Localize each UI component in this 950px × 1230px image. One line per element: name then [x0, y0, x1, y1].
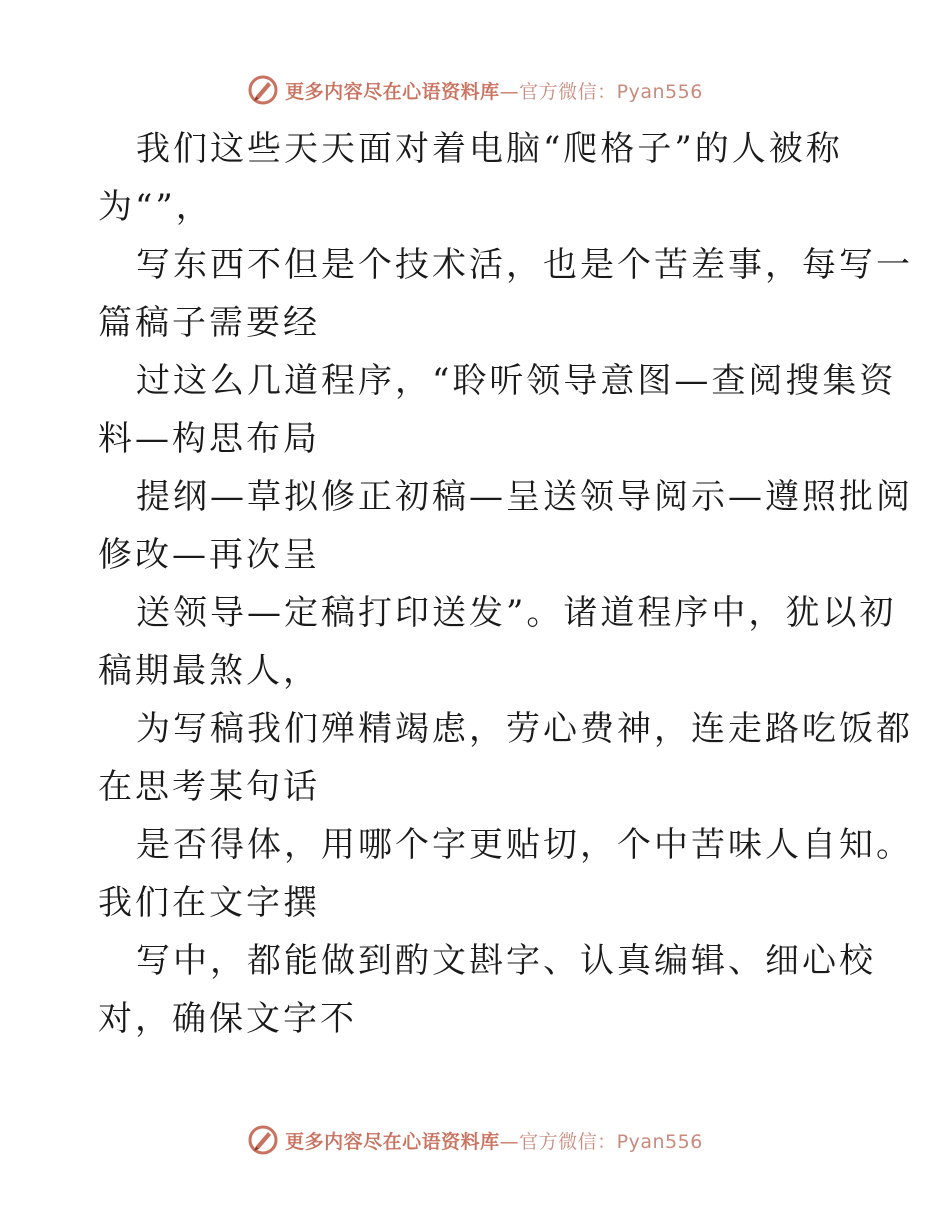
text-line: 稿期最煞人，	[98, 651, 320, 691]
pen-logo-icon	[247, 1124, 279, 1156]
text-line: 提纲—草拟修正初稿—呈送领导阅示—遵照批阅	[136, 477, 913, 517]
footer-banner	[0, 1120, 950, 1160]
text-line: 对，确保文字不	[98, 999, 357, 1039]
text-line: 我们在文字撰	[98, 883, 320, 923]
text-line: 在思考某句话	[98, 767, 320, 807]
text-line: 修改—再次呈	[98, 535, 320, 575]
header-dash: —	[499, 80, 520, 103]
header-brand: 更多内容尽在心语资料库	[285, 80, 500, 103]
text-line: 料—构思布局	[98, 419, 320, 459]
footer-wechat: 官方微信：Pyan556	[519, 1130, 703, 1153]
text-line: 为“”，	[98, 187, 213, 227]
footer-dash: —	[499, 1130, 520, 1153]
text-line: 是否得体，用哪个字更贴切，个中苦味人自知。	[136, 825, 913, 865]
text-line: 送领导—定稿打印送发”。诸道程序中，犹以初	[136, 593, 897, 633]
footer-text	[285, 1127, 703, 1154]
text-line: 为写稿我们殚精竭虑，劳心费神，连走路吃饭都	[136, 709, 913, 749]
footer-brand: 更多内容尽在心语资料库	[285, 1130, 500, 1153]
header-wechat: 官方微信：Pyan556	[519, 80, 703, 103]
pen-logo-icon	[247, 74, 279, 106]
text-line: 过这么几道程序，“聆听领导意图—查阅搜集资	[136, 361, 897, 401]
header-banner	[0, 70, 950, 110]
text-line: 我们这些天天面对着电脑“爬格子”的人被称	[136, 129, 843, 169]
header-text	[285, 77, 703, 104]
text-line: 写东西不但是个技术活，也是个苦差事，每写一	[136, 245, 913, 285]
text-line: 篇稿子需要经	[98, 303, 320, 343]
document-body	[98, 120, 913, 1048]
text-line: 写中，都能做到酌文斟字、认真编辑、细心校	[136, 941, 876, 981]
